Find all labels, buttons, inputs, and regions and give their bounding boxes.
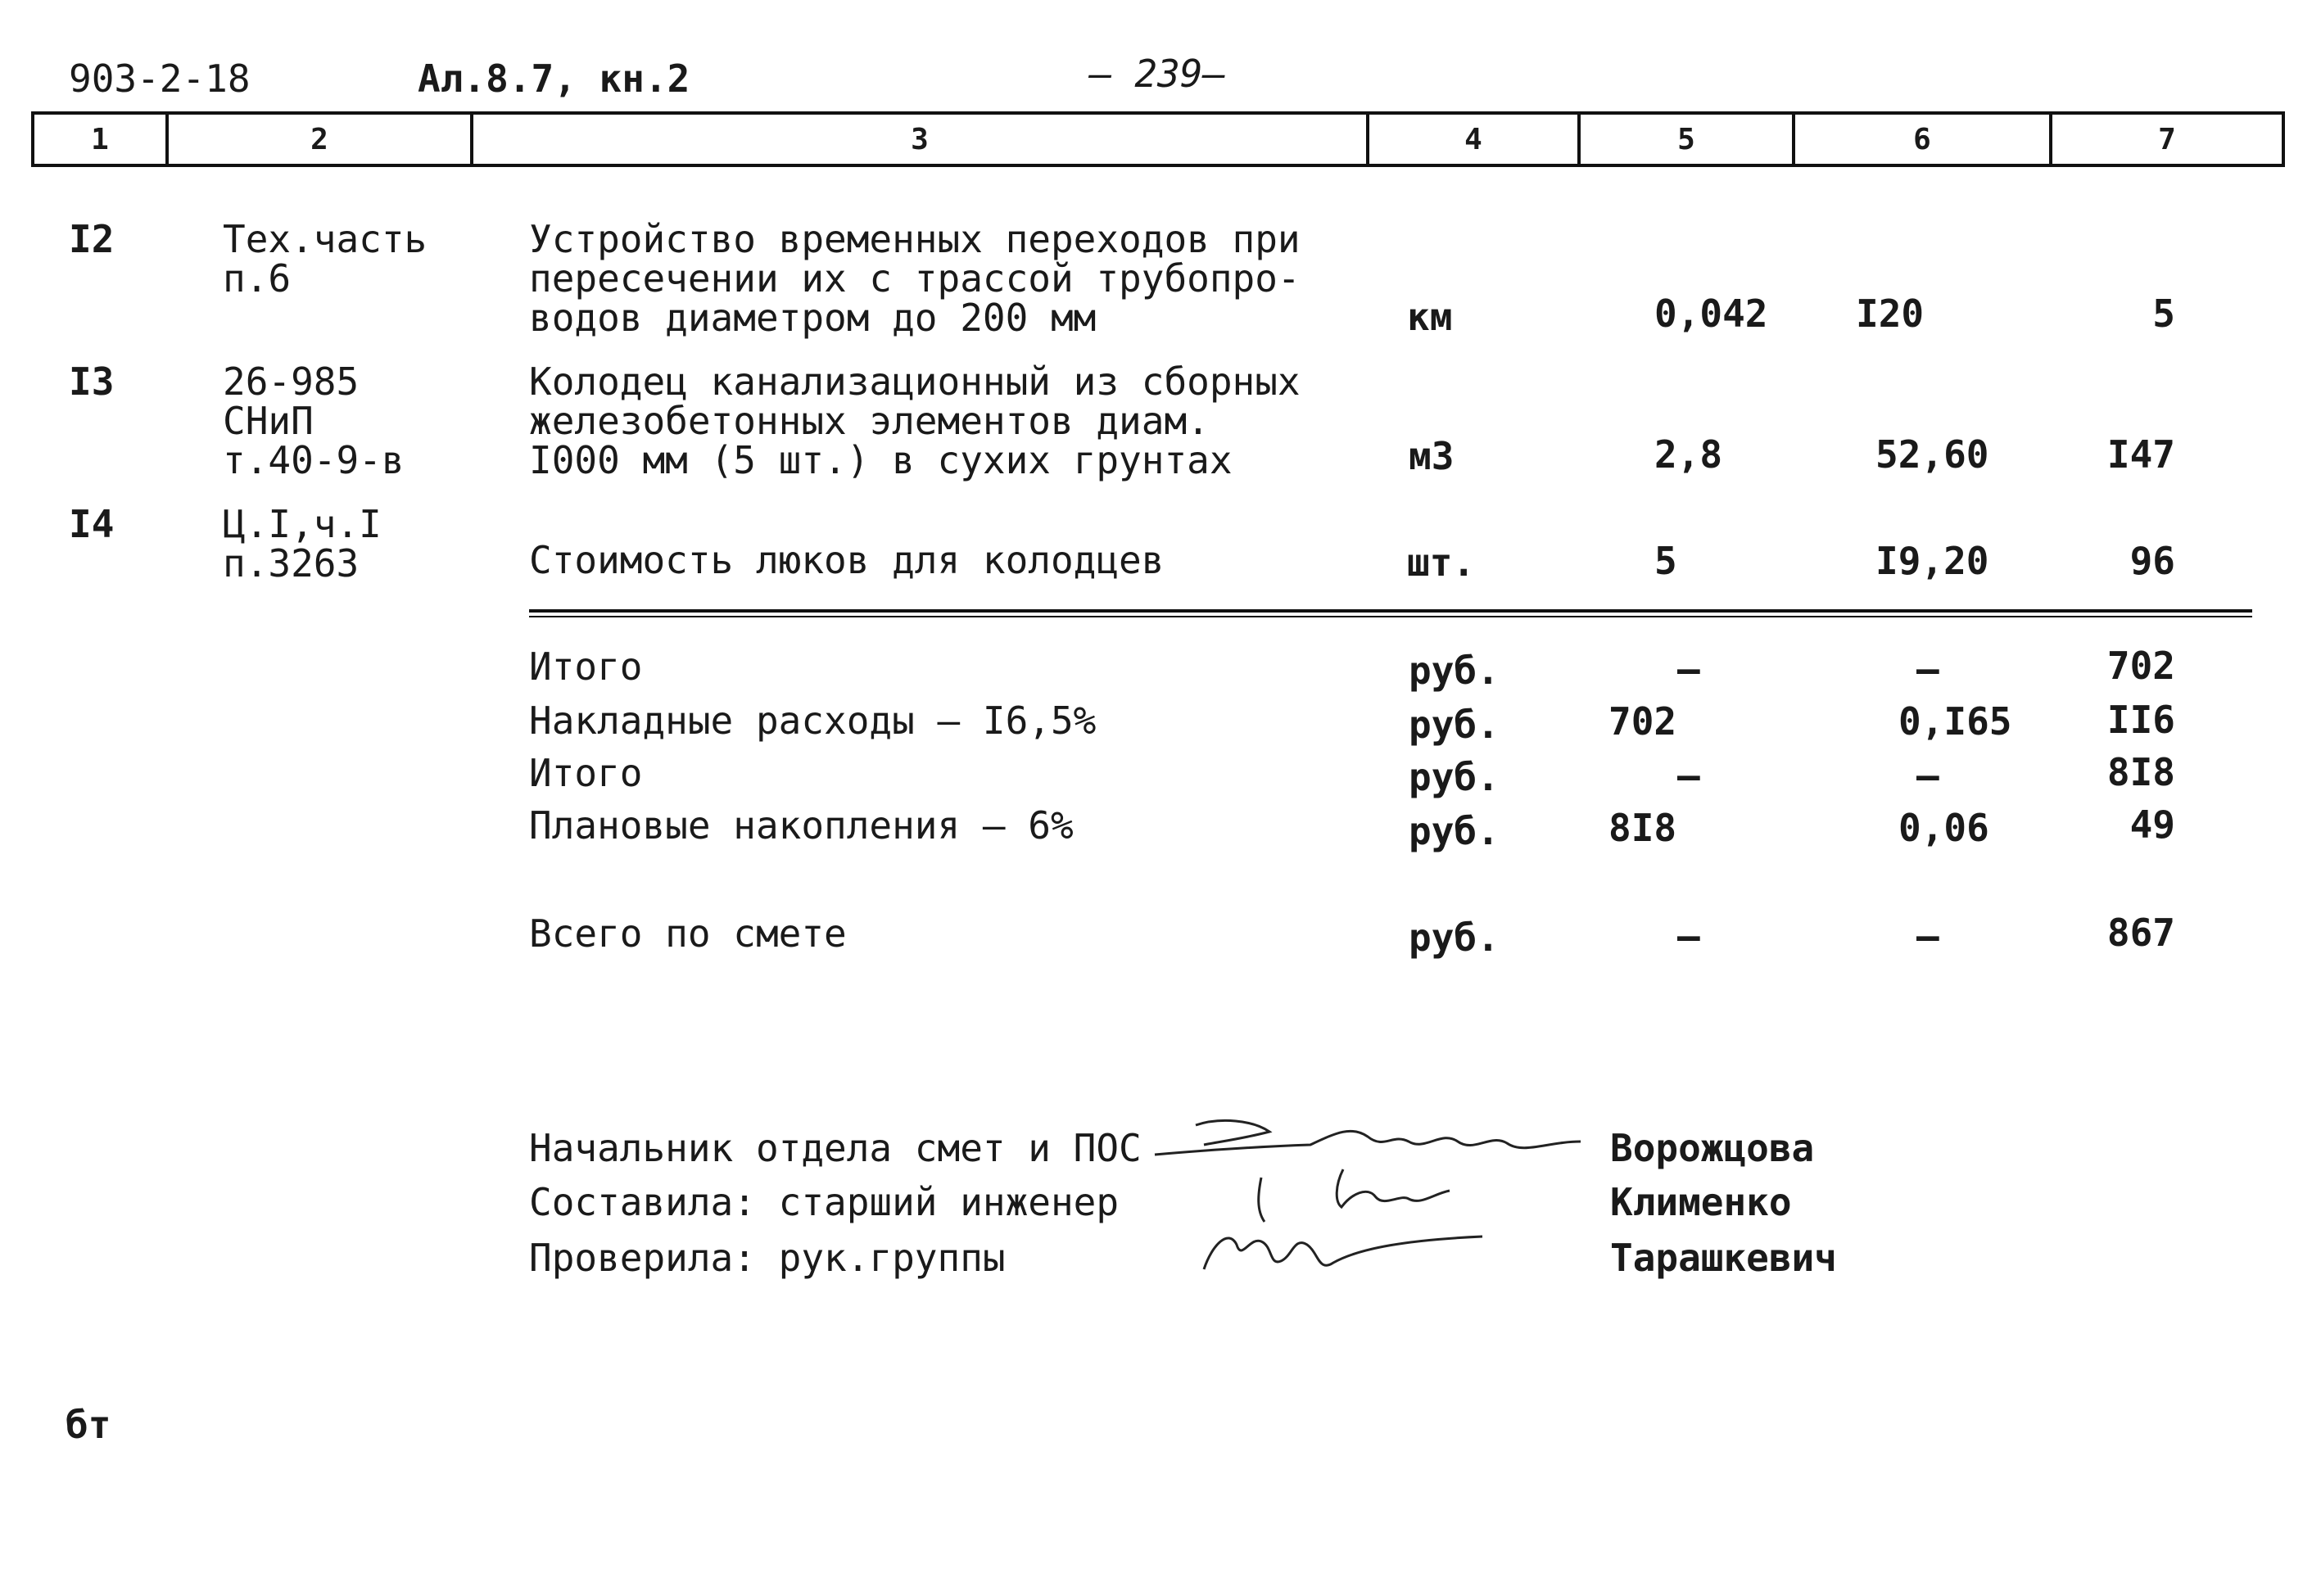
summary-divider-thin [529, 616, 2252, 617]
row-price: 52,60 [1875, 432, 1989, 477]
row-unit: м3 [1409, 434, 1455, 478]
column-header-row [31, 111, 2285, 167]
row-reference: 26-985 СНиП т.40-9-в [223, 359, 405, 482]
summary-quantity: – [1677, 914, 1700, 958]
row-price: I9,20 [1875, 539, 1989, 583]
row-description: Колодец канализационный из сборных железобетонных элементов диам. I000 мм (5 шт.) в сухих грунтах [529, 359, 1301, 482]
row-number: I2 [69, 217, 115, 261]
summary-label: Накладные расходы – I6,5% [529, 699, 1097, 743]
row-reference: Ц.I,ч.I п.3263 [223, 502, 382, 586]
column-header-2: 2 [165, 115, 470, 164]
summary-quantity: 702 [1608, 699, 1677, 744]
signature-name: Клименко [1610, 1180, 1792, 1224]
column-header-1: 1 [91, 122, 109, 156]
summary-label: Плановые накопления – 6% [529, 803, 1074, 848]
summary-price: – [1916, 753, 1939, 798]
column-header-7: 7 [2049, 115, 2282, 164]
summary-price: – [1916, 647, 1939, 691]
row-total: 96 [2129, 539, 2175, 583]
row-description: Стоимость люков для колодцев [529, 538, 1165, 582]
summary-price: 0,I65 [1898, 699, 2012, 744]
row-quantity: 2,8 [1654, 432, 1723, 477]
summary-label: Итого [529, 644, 643, 689]
row-unit: км [1407, 295, 1453, 339]
summary-total: 49 [2129, 803, 2175, 847]
summary-label: Итого [529, 751, 643, 795]
row-number: I3 [69, 359, 115, 404]
row-reference: Тех.часть п.6 [223, 217, 428, 301]
footer-mark: бт [66, 1403, 111, 1447]
signature-role: Составила: старший инженер [529, 1180, 1120, 1224]
column-header-5: 5 [1577, 115, 1792, 164]
summary-quantity: 8I8 [1608, 806, 1677, 850]
summary-quantity: – [1677, 753, 1700, 798]
summary-price: 0,06 [1898, 806, 1989, 850]
column-header-6: 6 [1792, 115, 2049, 164]
summary-unit: руб. [1409, 755, 1500, 799]
summary-price: – [1916, 914, 1939, 958]
summary-unit: руб. [1409, 809, 1500, 853]
signature-role: Начальник отдела смет и ПОС [529, 1126, 1142, 1170]
summary-quantity: – [1677, 647, 1700, 691]
summary-total: II6 [2106, 698, 2175, 742]
column-header-4: 4 [1366, 115, 1577, 164]
row-price: I20 [1856, 292, 1925, 336]
column-header-3: 3 [470, 115, 1366, 164]
row-total: I47 [2106, 432, 2175, 477]
summary-unit: руб. [1409, 649, 1500, 693]
row-quantity: 0,042 [1654, 292, 1768, 336]
signature-name: Ворожцова [1610, 1126, 1815, 1170]
row-number: I4 [69, 502, 115, 546]
summary-total: 702 [2106, 644, 2175, 688]
signature-role: Проверила: рук.группы [529, 1236, 1006, 1280]
album-reference: Ал.8.7, кн.2 [418, 57, 690, 101]
row-description: Устройство временных переходов при пересечении их с трассой трубопро- водов диаметром до 200 мм [529, 217, 1301, 340]
signature-name: Тарашкевич [1610, 1236, 1837, 1280]
row-unit: шт. [1407, 540, 1476, 585]
summary-unit: руб. [1409, 703, 1500, 747]
summary-label: Всего по смете [529, 911, 847, 956]
summary-total: 8I8 [2106, 750, 2175, 794]
page-number: — 239— [1089, 52, 1226, 96]
document-code: 903-2-18 [69, 57, 251, 101]
row-total: 5 [2152, 292, 2175, 336]
handwritten-signature [1196, 1212, 1491, 1286]
summary-divider [529, 609, 2252, 613]
summary-total: 867 [2106, 911, 2175, 955]
summary-unit: руб. [1409, 916, 1500, 960]
row-quantity: 5 [1654, 539, 1677, 583]
